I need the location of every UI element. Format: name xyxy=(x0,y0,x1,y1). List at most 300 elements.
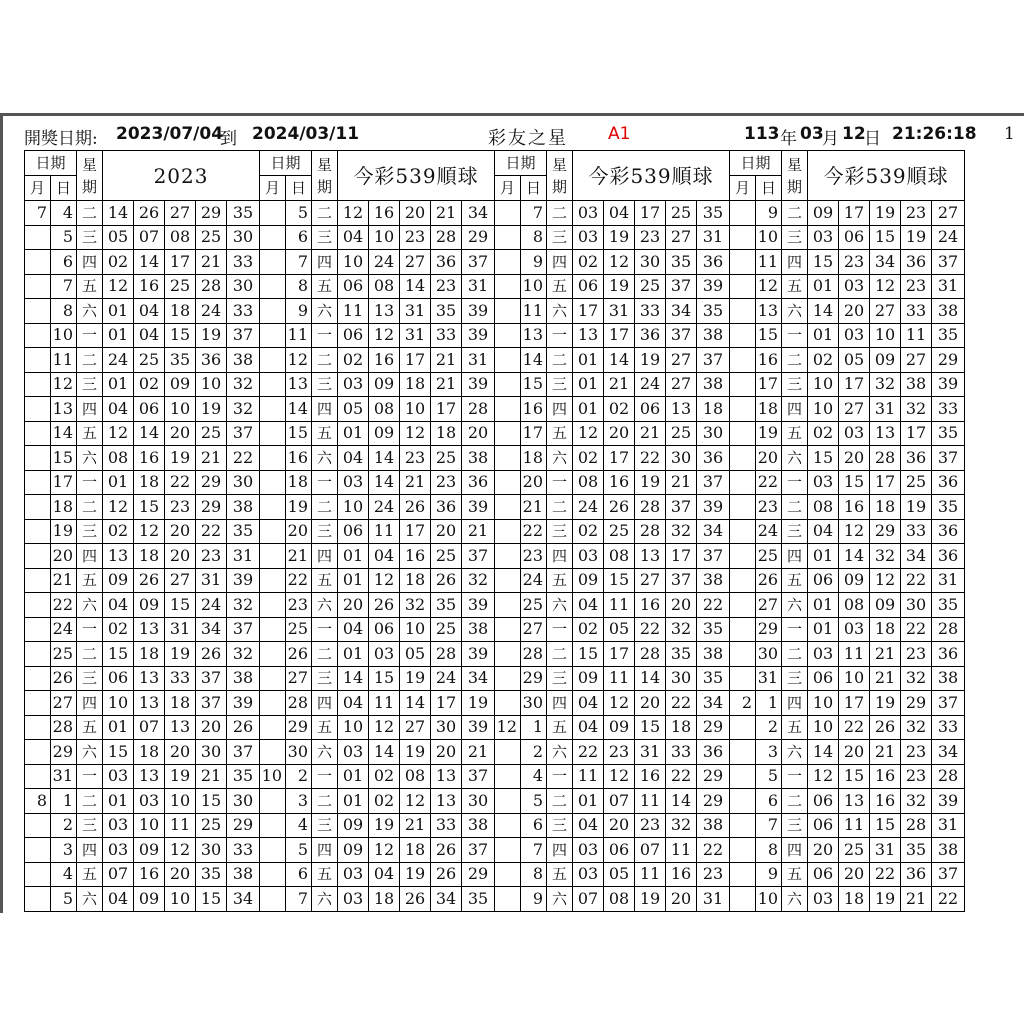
number-cell: 07 xyxy=(573,887,604,912)
number-cell: 16 xyxy=(134,274,165,299)
header-weekday: 星期 xyxy=(77,151,103,201)
number-cell: 38 xyxy=(901,372,932,397)
number-cell: 38 xyxy=(227,348,260,373)
number-cell: 03 xyxy=(808,887,839,912)
number-cell: 23 xyxy=(635,225,666,250)
number-cell: 22 xyxy=(573,740,604,765)
day-cell: 5 xyxy=(286,838,312,863)
number-cell: 12 xyxy=(103,495,134,520)
number-cell: 30 xyxy=(196,838,227,863)
number-cell: 17 xyxy=(604,642,635,667)
table-row xyxy=(25,764,965,789)
day-cell: 29 xyxy=(51,740,77,765)
number-cell: 20 xyxy=(165,862,196,887)
number-cell: 38 xyxy=(697,568,730,593)
table-row xyxy=(25,715,965,740)
number-cell: 21 xyxy=(400,470,431,495)
table-row xyxy=(25,348,965,373)
number-cell: 38 xyxy=(932,299,965,324)
weekday-cell: 一 xyxy=(77,470,103,495)
number-cell: 32 xyxy=(666,617,697,642)
weekday-cell: 六 xyxy=(77,887,103,912)
number-cell: 23 xyxy=(196,544,227,569)
number-cell: 12 xyxy=(573,421,604,446)
weekday-cell: 三 xyxy=(312,813,338,838)
number-cell: 09 xyxy=(369,421,400,446)
number-cell: 32 xyxy=(870,544,901,569)
number-cell: 06 xyxy=(573,274,604,299)
weekday-cell: 一 xyxy=(312,764,338,789)
number-cell: 01 xyxy=(573,372,604,397)
number-cell: 39 xyxy=(697,274,730,299)
month-cell xyxy=(25,470,51,495)
number-cell: 06 xyxy=(338,519,369,544)
header-date: 日期 xyxy=(730,151,782,176)
number-cell: 25 xyxy=(604,519,635,544)
month-cell xyxy=(730,470,756,495)
header-block-title: 2023 xyxy=(103,151,260,201)
number-cell: 17 xyxy=(604,323,635,348)
number-cell: 37 xyxy=(462,250,495,275)
day-cell: 7 xyxy=(521,838,547,863)
number-cell: 10 xyxy=(196,372,227,397)
number-cell: 31 xyxy=(635,740,666,765)
month-cell xyxy=(260,470,286,495)
day-cell: 7 xyxy=(756,813,782,838)
month-cell xyxy=(260,862,286,887)
number-cell: 34 xyxy=(932,740,965,765)
month-cell xyxy=(25,813,51,838)
number-cell: 11 xyxy=(604,666,635,691)
day-cell: 2 xyxy=(756,715,782,740)
month-suffix: 月 xyxy=(822,129,839,149)
number-cell: 02 xyxy=(808,421,839,446)
number-cell: 39 xyxy=(462,299,495,324)
month-cell xyxy=(25,446,51,471)
year-suffix: 年 xyxy=(780,129,797,149)
day-cell: 18 xyxy=(51,495,77,520)
day-cell: 8 xyxy=(286,274,312,299)
number-cell: 10 xyxy=(400,397,431,422)
number-cell: 26 xyxy=(134,568,165,593)
printed-sheet xyxy=(0,113,1024,913)
report-code: A1 xyxy=(608,124,631,144)
weekday-cell: 一 xyxy=(77,617,103,642)
number-cell: 07 xyxy=(635,838,666,863)
day-cell: 27 xyxy=(521,617,547,642)
day-cell: 29 xyxy=(756,617,782,642)
number-cell: 01 xyxy=(808,593,839,618)
number-cell: 30 xyxy=(697,421,730,446)
weekday-cell: 四 xyxy=(312,397,338,422)
number-cell: 14 xyxy=(369,446,400,471)
number-cell: 38 xyxy=(697,642,730,667)
month-cell xyxy=(495,789,521,814)
day-cell: 8 xyxy=(756,838,782,863)
number-cell: 32 xyxy=(227,593,260,618)
month-cell xyxy=(495,691,521,716)
number-cell: 04 xyxy=(573,813,604,838)
number-cell: 13 xyxy=(103,544,134,569)
weekday-cell: 三 xyxy=(547,519,573,544)
day-cell: 29 xyxy=(521,666,547,691)
weekday-cell: 三 xyxy=(77,225,103,250)
day-cell: 12 xyxy=(756,274,782,299)
month-cell xyxy=(730,887,756,912)
weekday-cell: 四 xyxy=(547,397,573,422)
number-cell: 27 xyxy=(165,568,196,593)
number-cell: 04 xyxy=(103,887,134,912)
number-cell: 01 xyxy=(103,789,134,814)
number-cell: 18 xyxy=(134,544,165,569)
weekday-cell: 五 xyxy=(547,715,573,740)
day-cell: 9 xyxy=(756,862,782,887)
number-cell: 12 xyxy=(103,274,134,299)
day-cell: 26 xyxy=(51,666,77,691)
number-cell: 34 xyxy=(431,887,462,912)
header-day: 日 xyxy=(756,176,782,201)
header-row-1 xyxy=(25,151,965,176)
number-cell: 09 xyxy=(134,593,165,618)
day-cell: 23 xyxy=(521,544,547,569)
number-cell: 14 xyxy=(369,470,400,495)
table-row xyxy=(25,323,965,348)
number-cell: 01 xyxy=(808,617,839,642)
number-cell: 09 xyxy=(369,372,400,397)
number-cell: 33 xyxy=(635,299,666,324)
number-cell: 17 xyxy=(431,397,462,422)
weekday-cell: 三 xyxy=(782,519,808,544)
number-cell: 01 xyxy=(103,715,134,740)
day-cell: 7 xyxy=(286,887,312,912)
month-cell xyxy=(25,250,51,275)
month-cell xyxy=(260,225,286,250)
number-cell: 10 xyxy=(369,225,400,250)
month-cell xyxy=(260,715,286,740)
number-cell: 26 xyxy=(400,495,431,520)
number-cell: 18 xyxy=(870,495,901,520)
weekday-cell: 六 xyxy=(312,446,338,471)
number-cell: 19 xyxy=(901,495,932,520)
weekday-cell: 六 xyxy=(782,299,808,324)
table-row xyxy=(25,397,965,422)
number-cell: 22 xyxy=(666,691,697,716)
header-block-title: 今彩539順球 xyxy=(338,151,495,201)
month-cell xyxy=(25,617,51,642)
number-cell: 06 xyxy=(604,838,635,863)
day-cell: 30 xyxy=(756,642,782,667)
weekday-cell: 三 xyxy=(312,519,338,544)
number-cell: 37 xyxy=(227,421,260,446)
weekday-cell: 六 xyxy=(547,593,573,618)
number-cell: 13 xyxy=(431,764,462,789)
number-cell: 25 xyxy=(431,544,462,569)
number-cell: 29 xyxy=(196,495,227,520)
number-cell: 21 xyxy=(462,519,495,544)
month-cell xyxy=(730,764,756,789)
number-cell: 35 xyxy=(431,299,462,324)
weekday-cell: 一 xyxy=(547,617,573,642)
number-cell: 25 xyxy=(196,421,227,446)
weekday-cell: 一 xyxy=(547,323,573,348)
number-cell: 28 xyxy=(462,397,495,422)
weekday-cell: 六 xyxy=(547,887,573,912)
month-cell xyxy=(730,348,756,373)
number-cell: 08 xyxy=(369,274,400,299)
number-cell: 29 xyxy=(697,715,730,740)
month-cell xyxy=(495,593,521,618)
number-cell: 31 xyxy=(400,323,431,348)
number-cell: 35 xyxy=(666,642,697,667)
weekday-cell: 四 xyxy=(312,544,338,569)
number-cell: 12 xyxy=(134,519,165,544)
number-cell: 24 xyxy=(932,225,965,250)
number-cell: 35 xyxy=(932,495,965,520)
number-cell: 35 xyxy=(165,348,196,373)
number-cell: 39 xyxy=(227,691,260,716)
day-cell: 3 xyxy=(286,789,312,814)
weekday-cell: 六 xyxy=(782,887,808,912)
weekday-cell: 二 xyxy=(312,789,338,814)
number-cell: 38 xyxy=(462,813,495,838)
number-cell: 05 xyxy=(400,642,431,667)
number-cell: 34 xyxy=(666,299,697,324)
day-cell: 26 xyxy=(756,568,782,593)
number-cell: 23 xyxy=(604,740,635,765)
number-cell: 02 xyxy=(573,446,604,471)
day-cell: 18 xyxy=(286,470,312,495)
number-cell: 16 xyxy=(604,470,635,495)
day-cell: 19 xyxy=(756,421,782,446)
number-cell: 03 xyxy=(573,838,604,863)
month-cell xyxy=(495,201,521,226)
day-cell: 23 xyxy=(756,495,782,520)
weekday-cell: 五 xyxy=(782,274,808,299)
month-cell xyxy=(730,568,756,593)
number-cell: 16 xyxy=(400,544,431,569)
month-cell xyxy=(260,372,286,397)
number-cell: 28 xyxy=(431,642,462,667)
number-cell: 21 xyxy=(400,813,431,838)
weekday-cell: 三 xyxy=(77,519,103,544)
table-row xyxy=(25,691,965,716)
number-cell: 01 xyxy=(808,274,839,299)
number-cell: 34 xyxy=(901,544,932,569)
month-cell xyxy=(495,887,521,912)
number-cell: 36 xyxy=(431,250,462,275)
month-cell xyxy=(730,274,756,299)
weekday-cell: 二 xyxy=(782,789,808,814)
number-cell: 31 xyxy=(165,617,196,642)
number-cell: 19 xyxy=(165,446,196,471)
number-cell: 16 xyxy=(870,764,901,789)
number-cell: 36 xyxy=(697,740,730,765)
number-cell: 04 xyxy=(134,299,165,324)
number-cell: 19 xyxy=(635,470,666,495)
number-cell: 16 xyxy=(134,862,165,887)
number-cell: 38 xyxy=(462,446,495,471)
month-cell xyxy=(25,715,51,740)
weekday-cell: 二 xyxy=(312,348,338,373)
day-cell: 4 xyxy=(286,813,312,838)
day-cell: 29 xyxy=(286,715,312,740)
number-cell: 13 xyxy=(573,323,604,348)
number-cell: 30 xyxy=(462,789,495,814)
weekday-cell: 三 xyxy=(547,813,573,838)
weekday-cell: 五 xyxy=(547,274,573,299)
header-block-title: 今彩539順球 xyxy=(808,151,965,201)
number-cell: 34 xyxy=(697,519,730,544)
number-cell: 32 xyxy=(400,593,431,618)
number-cell: 14 xyxy=(400,274,431,299)
number-cell: 27 xyxy=(400,715,431,740)
number-cell: 32 xyxy=(227,372,260,397)
number-cell: 15 xyxy=(573,642,604,667)
number-cell: 05 xyxy=(103,225,134,250)
table-row xyxy=(25,250,965,275)
month-cell xyxy=(25,372,51,397)
day-cell: 5 xyxy=(756,764,782,789)
day-cell: 15 xyxy=(286,421,312,446)
number-cell: 17 xyxy=(870,470,901,495)
day-cell: 18 xyxy=(756,397,782,422)
number-cell: 21 xyxy=(196,764,227,789)
day-cell: 13 xyxy=(521,323,547,348)
date-range-label xyxy=(24,124,98,149)
number-cell: 22 xyxy=(870,862,901,887)
month-cell xyxy=(25,544,51,569)
number-cell: 15 xyxy=(839,764,870,789)
weekday-cell: 四 xyxy=(547,544,573,569)
day-cell: 4 xyxy=(521,764,547,789)
weekday-cell: 六 xyxy=(312,740,338,765)
number-cell: 21 xyxy=(870,666,901,691)
number-cell: 08 xyxy=(839,593,870,618)
weekday-cell: 一 xyxy=(782,323,808,348)
number-cell: 13 xyxy=(431,789,462,814)
number-cell: 26 xyxy=(431,838,462,863)
number-cell: 33 xyxy=(901,519,932,544)
table-row xyxy=(25,544,965,569)
weekday-cell: 三 xyxy=(312,666,338,691)
number-cell: 33 xyxy=(431,323,462,348)
weekday-cell: 一 xyxy=(312,323,338,348)
number-cell: 20 xyxy=(165,544,196,569)
number-cell: 05 xyxy=(839,348,870,373)
day-cell: 31 xyxy=(756,666,782,691)
number-cell: 11 xyxy=(666,838,697,863)
number-cell: 03 xyxy=(808,470,839,495)
day-cell: 15 xyxy=(756,323,782,348)
weekday-cell: 三 xyxy=(547,666,573,691)
day-cell: 4 xyxy=(51,862,77,887)
day-cell: 2 xyxy=(51,813,77,838)
number-cell: 25 xyxy=(134,348,165,373)
number-cell: 20 xyxy=(431,740,462,765)
month-cell xyxy=(260,544,286,569)
number-cell: 17 xyxy=(666,544,697,569)
day-cell: 14 xyxy=(51,421,77,446)
day-cell: 2 xyxy=(521,740,547,765)
month-cell xyxy=(25,593,51,618)
number-cell: 35 xyxy=(227,201,260,226)
month-cell xyxy=(260,299,286,324)
number-cell: 16 xyxy=(635,764,666,789)
number-cell: 14 xyxy=(338,666,369,691)
day-cell: 6 xyxy=(756,789,782,814)
day-cell: 13 xyxy=(51,397,77,422)
number-cell: 22 xyxy=(635,446,666,471)
day-cell: 7 xyxy=(51,274,77,299)
number-cell: 09 xyxy=(604,715,635,740)
day-cell: 24 xyxy=(756,519,782,544)
number-cell: 20 xyxy=(604,813,635,838)
number-cell: 39 xyxy=(462,715,495,740)
print-day: 12 xyxy=(842,124,866,144)
number-cell: 15 xyxy=(604,568,635,593)
number-cell: 22 xyxy=(839,715,870,740)
day-cell: 10 xyxy=(51,323,77,348)
weekday-cell: 一 xyxy=(312,470,338,495)
weekday-cell: 二 xyxy=(312,495,338,520)
number-cell: 02 xyxy=(134,372,165,397)
weekday-cell: 六 xyxy=(782,740,808,765)
day-cell: 17 xyxy=(51,470,77,495)
number-cell: 29 xyxy=(462,862,495,887)
number-cell: 27 xyxy=(666,225,697,250)
number-cell: 27 xyxy=(400,250,431,275)
weekday-cell: 二 xyxy=(547,789,573,814)
day-cell: 5 xyxy=(51,225,77,250)
number-cell: 35 xyxy=(666,250,697,275)
number-cell: 11 xyxy=(338,299,369,324)
day-cell: 16 xyxy=(756,348,782,373)
month-cell xyxy=(495,617,521,642)
month-cell xyxy=(730,225,756,250)
day-cell: 17 xyxy=(756,372,782,397)
table-row xyxy=(25,813,965,838)
month-cell xyxy=(25,740,51,765)
number-cell: 37 xyxy=(462,838,495,863)
month-cell xyxy=(495,666,521,691)
header-day: 日 xyxy=(51,176,77,201)
day-cell: 10 xyxy=(756,887,782,912)
number-cell: 08 xyxy=(573,470,604,495)
number-cell: 01 xyxy=(573,789,604,814)
number-cell: 19 xyxy=(165,764,196,789)
weekday-cell: 三 xyxy=(547,225,573,250)
number-cell: 12 xyxy=(369,568,400,593)
number-cell: 26 xyxy=(604,495,635,520)
number-cell: 27 xyxy=(839,397,870,422)
month-cell xyxy=(730,740,756,765)
table-row xyxy=(25,421,965,446)
day-cell: 6 xyxy=(521,813,547,838)
number-cell: 25 xyxy=(431,617,462,642)
number-cell: 06 xyxy=(808,666,839,691)
month-cell xyxy=(495,397,521,422)
day-cell: 28 xyxy=(521,642,547,667)
number-cell: 36 xyxy=(901,862,932,887)
number-cell: 03 xyxy=(839,274,870,299)
number-cell: 15 xyxy=(808,250,839,275)
month-cell xyxy=(495,740,521,765)
number-cell: 36 xyxy=(635,323,666,348)
number-cell: 31 xyxy=(697,225,730,250)
month-cell xyxy=(260,789,286,814)
number-cell: 03 xyxy=(808,225,839,250)
weekday-cell: 一 xyxy=(547,470,573,495)
